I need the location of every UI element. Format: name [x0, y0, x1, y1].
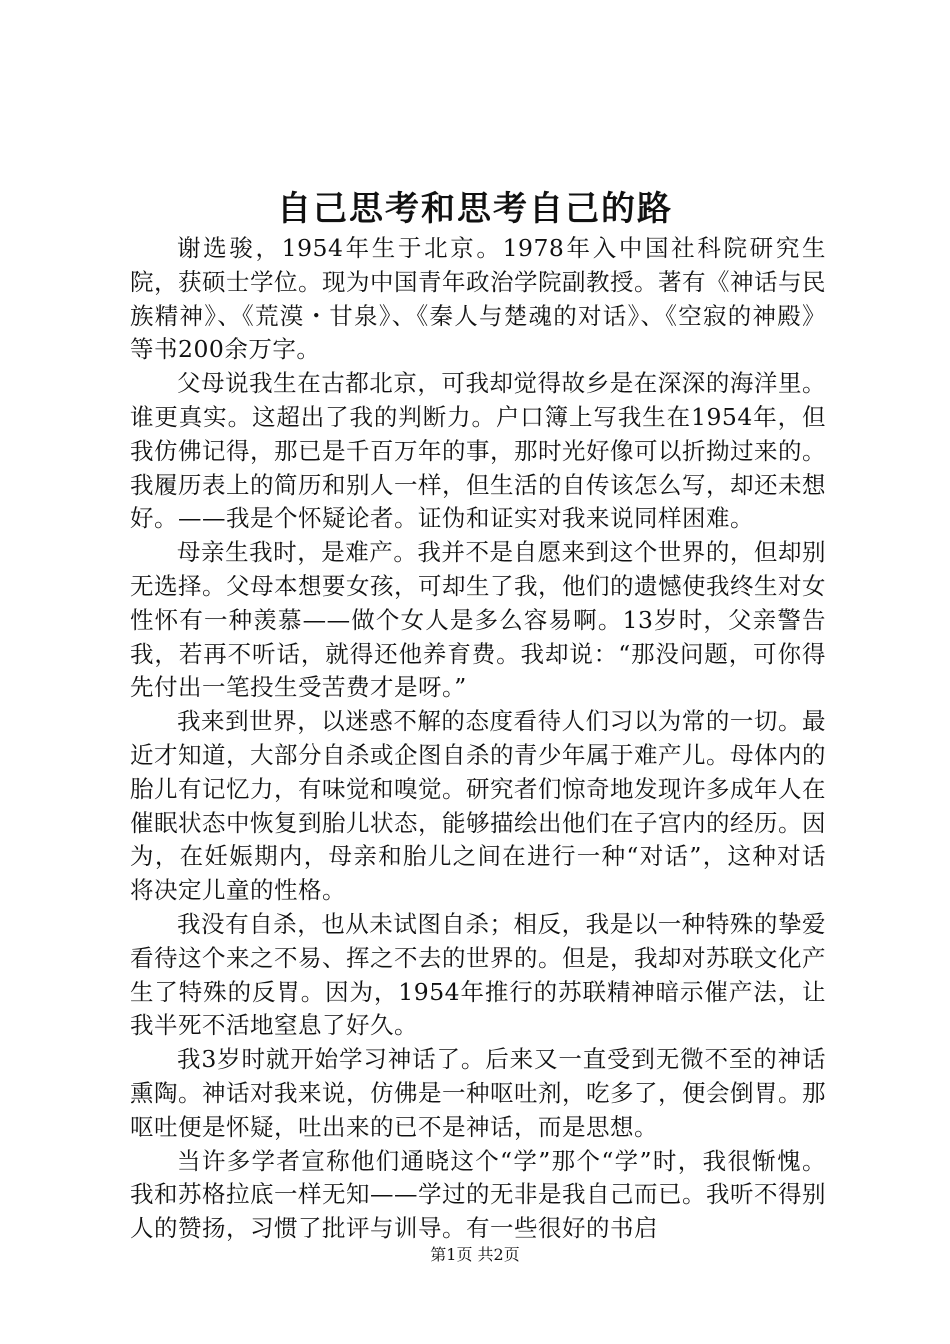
- paragraph-birth: 母亲生我时，是难产。我并不是自愿来到这个世界的，但却别无选择。父母本想要女孩，可却生了我，他们的遗憾使我终生对女性怀有一种羡慕——做个女人是多么容易啊。13岁时，父亲警告我，若再不听话，就得还他养育费。我却说：“那没问题，可你得先付出一笔投生受苦费才是呀。”: [130, 538, 826, 702]
- paragraph-no-suicide: 我没有自杀，也从未试图自杀；相反，我是以一种特殊的挚爱看待这个来之不易、挥之不去的世界的。但是，我却对苏联文化产生了特殊的反胃。因为，1954年推行的苏联精神暗示催产法，让我半死不活地窒息了好久。: [130, 909, 826, 1040]
- paragraph-author-bio: 谢选骏，1954年生于北京。1978年入中国社科院研究生院，获硕士学位。现为中国青年政治学院副教授。著有《神话与民族精神》、《荒漠・甘泉》、《秦人与楚魂的对话》、《空寂的神殿》等书200余万字。: [130, 234, 826, 364]
- page-footer: 第1页 共2页: [430, 1245, 520, 1264]
- paragraph-world-view: 我来到世界，以迷惑不解的态度看待人们习以为常的一切。最近才知道，大部分自杀或企图自杀的青少年属于难产儿。母体内的胎儿有记忆力，有味觉和嗅觉。研究者们惊奇地发现许多成年人在催眠状态中恢复到胎儿状态，能够描绘出他们在子宫内的经历。因为，在妊娠期内，母亲和胎儿之间在进行一种“对话”，这种对话将决定儿童的性格。: [130, 707, 826, 905]
- document-body: [130, 232, 826, 1246]
- paragraph-birthplace: 父母说我生在古都北京，可我却觉得故乡是在深深的海洋里。谁更真实。这超出了我的判断力。户口簿上写我生在1954年，但我仿佛记得，那已是千百万年的事，那时光好像可以折拗过来的。我履历表上的简历和别人一样，但生活的自传该怎么写，却还未想好。——我是个怀疑论者。证伪和证实对我来说同样困难。: [130, 369, 826, 533]
- document-title: 自己思考和思考自己的路: [277, 189, 673, 229]
- paragraph-mythology: 我3岁时就开始学习神话了。后来又一直受到无微不至的神话熏陶。神话对我来说，仿佛是一种呕吐剂，吃多了，便会倒胃。那呕吐便是怀疑，吐出来的已不是神话，而是思想。: [130, 1045, 826, 1141]
- paragraph-scholars: 当许多学者宣称他们通晓这个“学”那个“学”时，我很惭愧。我和苏格拉底一样无知——学过的无非是我自己而已。我听不得别人的赞扬，习惯了批评与训导。有一些很好的书启: [130, 1146, 826, 1243]
